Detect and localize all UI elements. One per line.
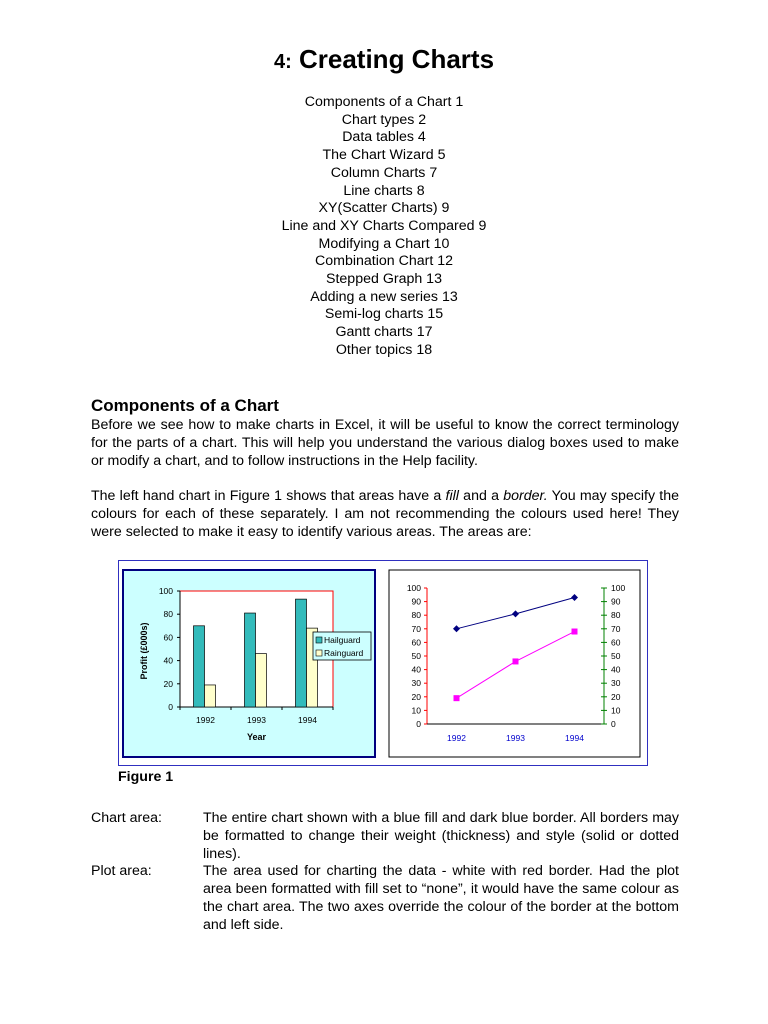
- data-point-marker: [572, 629, 578, 635]
- right-y-tick-label: 60: [611, 637, 621, 648]
- legend-label: Rainguard: [324, 648, 364, 658]
- left-y-tick-label: 70: [411, 623, 421, 634]
- right-y-tick-label: 30: [611, 678, 621, 689]
- x-axis-title: Year: [246, 732, 267, 742]
- legend-label: Hailguard: [324, 635, 361, 645]
- right-y-tick-label: 50: [611, 651, 621, 661]
- x-tick-label: 1994: [298, 715, 317, 725]
- left-y-tick-label: 50: [411, 651, 421, 661]
- legend-swatch: [316, 650, 322, 656]
- figure-caption: Figure 1: [118, 769, 174, 785]
- right-y-tick-label: 90: [611, 596, 621, 607]
- left-y-tick-label: 10: [411, 705, 421, 716]
- left-y-tick-label: 100: [406, 583, 421, 593]
- definition-text: The area used for charting the data - white with red border. Had the plot area been formatted with fill set to “none”, it would have the same colour as the chart area. The two axes override the colour of the border at the bottom and left side.: [203, 863, 679, 933]
- definition-list: [91, 810, 679, 935]
- y-axis-title: Profit (£000s): [139, 622, 149, 680]
- x-tick-label: 1993: [247, 715, 266, 725]
- left-y-tick-label: 80: [411, 610, 421, 621]
- para-text: The left hand chart in Figure 1 shows that areas have a: [91, 488, 446, 504]
- left-y-tick-label: 60: [411, 637, 421, 648]
- bar: [296, 599, 307, 707]
- data-point-marker: [513, 658, 519, 664]
- figure-frame: [118, 560, 648, 766]
- toc-item: Stepped Graph 13: [326, 271, 442, 288]
- figure-charts: [119, 561, 646, 764]
- right-y-tick-label: 20: [611, 691, 621, 702]
- x-tick-label: 1992: [196, 715, 215, 725]
- bar: [205, 685, 216, 707]
- toc-item: Line charts 8: [343, 182, 425, 199]
- toc-item: Data tables 4: [342, 129, 426, 146]
- chapter-title: [0, 44, 768, 75]
- para-border-word: border.: [503, 488, 548, 504]
- definition-text: The entire chart shown with a blue fill and dark blue border. All borders may be formatted to change their weight (thickness) and style (solid or dotted lines).: [203, 810, 679, 862]
- toc-item: Semi-log charts 15: [324, 306, 444, 323]
- y-tick-label: 100: [158, 586, 173, 596]
- definition-term: Plot area:: [91, 863, 152, 880]
- x-tick-label: 1993: [506, 733, 525, 743]
- x-tick-label: 1994: [565, 733, 584, 743]
- y-tick-label: 40: [163, 655, 173, 666]
- section-heading: Components of a Chart: [91, 396, 279, 415]
- left-y-tick-label: 20: [411, 691, 421, 702]
- left-y-tick-label: 30: [411, 678, 421, 689]
- left-y-tick-label: 0: [416, 719, 421, 729]
- chapter-number: 4:: [273, 51, 292, 73]
- right-y-tick-label: 40: [611, 664, 621, 675]
- right-y-tick-label: 0: [611, 719, 616, 729]
- toc-item: The Chart Wizard 5: [322, 147, 446, 164]
- toc-item: XY(Scatter Charts) 9: [318, 200, 450, 217]
- table-of-contents: [0, 94, 768, 360]
- right-y-tick-label: 10: [611, 705, 621, 716]
- right-y-tick-label: 80: [611, 610, 621, 621]
- toc-item: Chart types 2: [341, 111, 427, 128]
- paragraph-areas: [91, 488, 679, 541]
- toc-item: Gantt charts 17: [335, 324, 433, 341]
- toc-item: Adding a new series 13: [310, 288, 458, 305]
- y-tick-label: 80: [163, 609, 173, 620]
- legend-swatch: [316, 637, 322, 643]
- definition-row: [91, 810, 679, 863]
- right-y-tick-label: 70: [611, 623, 621, 634]
- left-y-tick-label: 40: [411, 664, 421, 675]
- definition-term: Chart area:: [91, 810, 162, 826]
- bar: [256, 654, 267, 707]
- toc-item: Line and XY Charts Compared 9: [281, 217, 487, 234]
- y-tick-label: 60: [163, 632, 173, 643]
- para-fill-word: fill: [445, 488, 459, 504]
- chapter-title-text: Creating Charts: [298, 44, 495, 74]
- toc-item: Components of a Chart 1: [304, 94, 464, 110]
- toc-item: Other topics 18: [335, 341, 433, 358]
- toc-item: Combination Chart 12: [314, 253, 453, 270]
- left-y-tick-label: 90: [411, 596, 421, 607]
- x-tick-label: 1992: [447, 733, 466, 743]
- y-tick-label: 20: [163, 678, 173, 689]
- paragraph-intro: Before we see how to make charts in Excel, it will be useful to know the correct terminology for the parts of a chart. This will help you understand the various dialog boxes used to make or modify a chart, and to follow instructions in the Help facility.: [91, 417, 679, 469]
- y-tick-label: 0: [168, 702, 173, 712]
- toc-item: Modifying a Chart 10: [318, 235, 450, 252]
- para-text: and a: [458, 488, 504, 504]
- bar: [245, 613, 256, 707]
- bar: [194, 626, 205, 707]
- data-point-marker: [454, 695, 460, 701]
- right-y-tick-label: 100: [611, 583, 626, 593]
- toc-item: Column Charts 7: [330, 164, 438, 181]
- definition-row: [91, 863, 679, 934]
- para-text: You may specify the colours for each of these separately. I am not recommending the colours used here! They were selected to make it easy to identify various areas. The areas are:: [91, 488, 679, 540]
